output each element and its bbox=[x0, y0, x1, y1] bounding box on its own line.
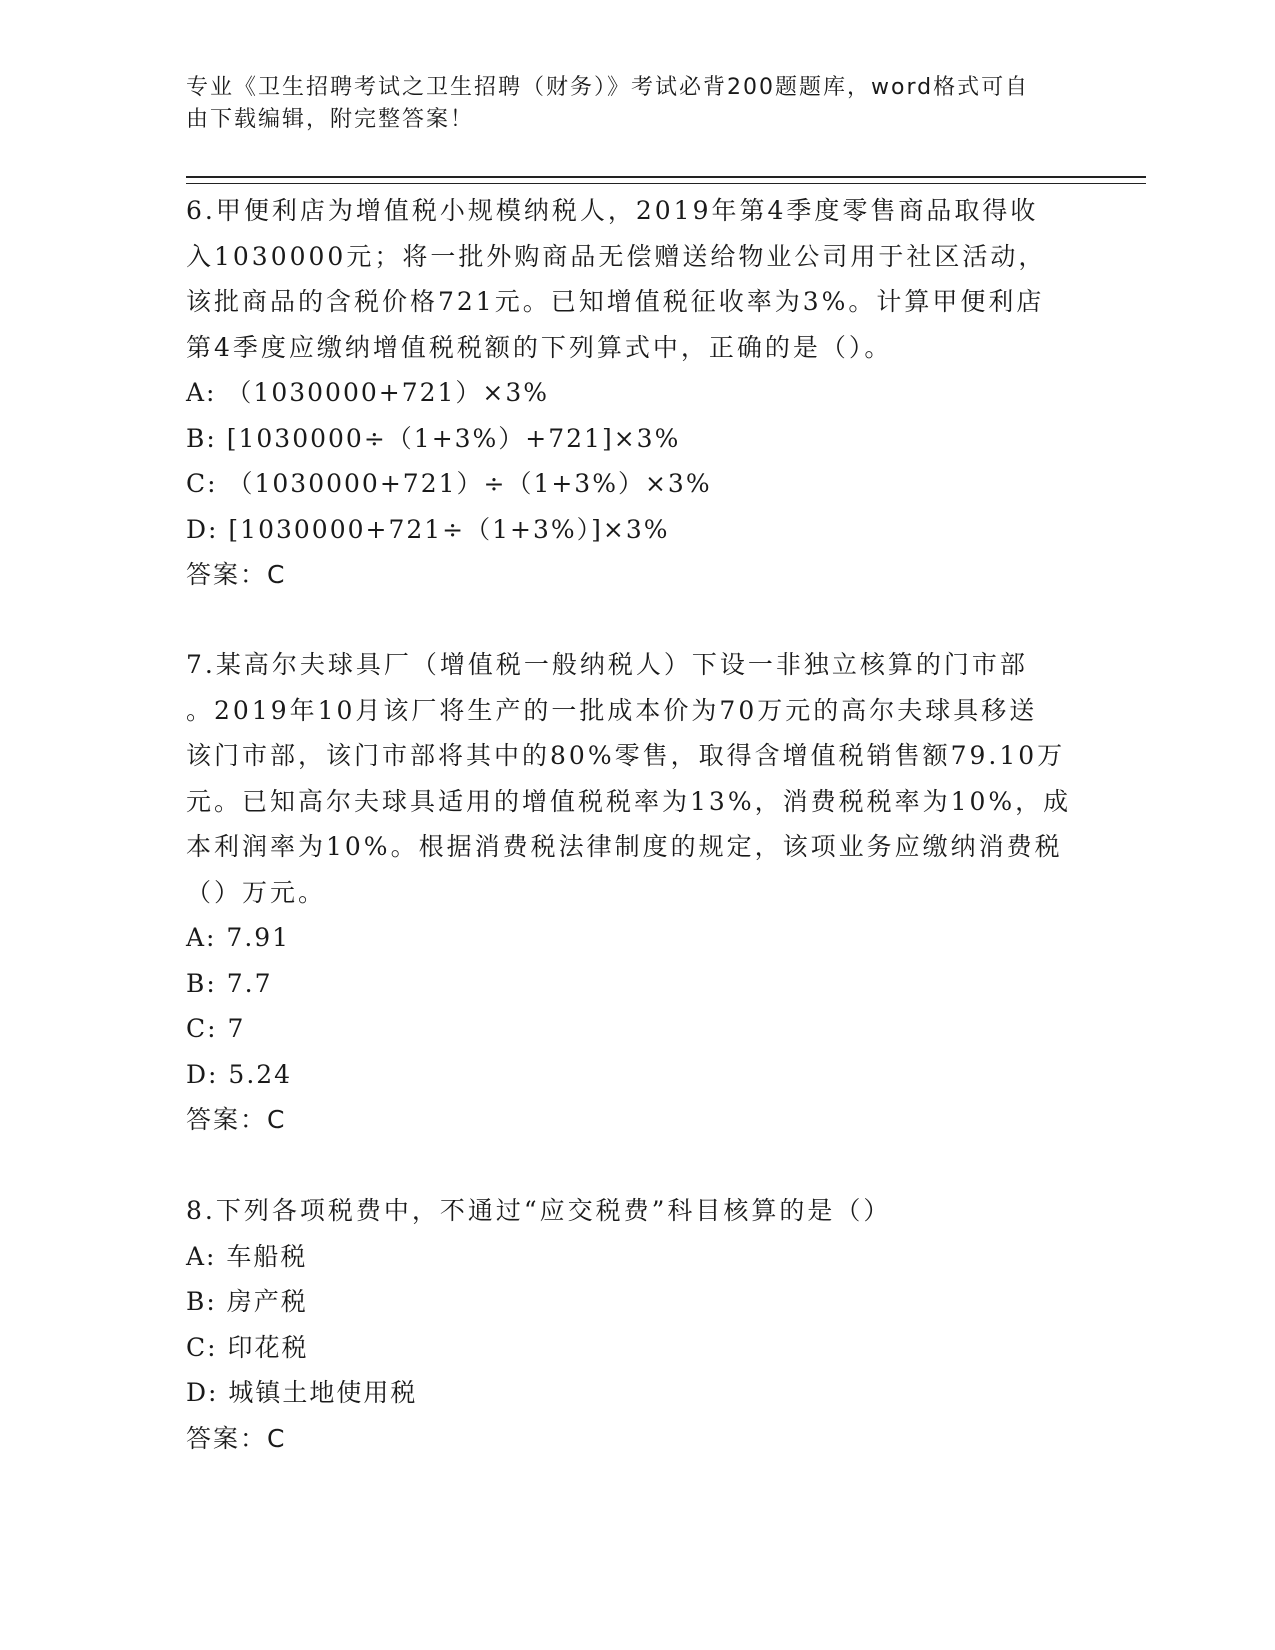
question-stem-line: 元。已知高尔夫球具适用的增值税税率为13%，消费税税率为10%，成 bbox=[186, 786, 1072, 816]
option-c: C: （1030000+721）÷（1+3%）×3% bbox=[186, 469, 712, 498]
option-b: B: 房产税 bbox=[186, 1287, 308, 1316]
option-d: D: [1030000+721÷（1+3%）]×3% bbox=[186, 514, 670, 544]
option-d: D: 城镇土地使用税 bbox=[186, 1378, 418, 1407]
question-stem-line: 该批商品的含税价格721元。已知增值税征收率为3%。计算甲便利店 bbox=[186, 287, 1045, 316]
question-6 bbox=[186, 188, 1086, 598]
header-divider-thick bbox=[186, 176, 1146, 178]
question-stem-line: 6.甲便利店为增值税小规模纳税人，2019年第4季度零售商品取得收 bbox=[186, 196, 1039, 225]
question-stem-line: 8.下列各项税费中，不通过“应交税费”科目核算的是（） bbox=[186, 1196, 892, 1225]
option-d: D: 5.24 bbox=[186, 1059, 293, 1089]
option-c: C: 印花税 bbox=[186, 1332, 309, 1362]
answer: 答案：C bbox=[186, 560, 287, 589]
option-a: A: （1030000+721）×3% bbox=[186, 378, 550, 407]
option-b: B: [1030000÷（1+3%）+721]×3% bbox=[186, 423, 681, 453]
question-stem-line: 。2019年10月该厂将生产的一批成本价为70万元的高尔夫球具移送 bbox=[186, 695, 1038, 725]
header-line-1: 专业《卫生招聘考试之卫生招聘（财务）》考试必背200题题库，word格式可自 bbox=[186, 75, 1030, 100]
question-stem-line: 该门市部，该门市部将其中的80%零售，取得含增值税销售额79.10万 bbox=[186, 741, 1066, 770]
answer: 答案：C bbox=[186, 1423, 287, 1453]
question-stem-line: 第4季度应缴纳增值税税额的下列算式中，正确的是（）。 bbox=[186, 332, 893, 362]
option-a: A: 7.91 bbox=[186, 923, 291, 952]
header-line-2: 由下载编辑，附完整答案！ bbox=[186, 107, 475, 132]
option-c: C: 7 bbox=[186, 1014, 246, 1043]
question-7 bbox=[186, 642, 1086, 1143]
question-stem-line: 入1030000元；将一批外购商品无偿赠送给物业公司用于社区活动， bbox=[186, 241, 1047, 271]
header-divider-thin bbox=[186, 183, 1146, 184]
document-header bbox=[186, 72, 1066, 136]
option-b: B: 7.7 bbox=[186, 968, 273, 998]
answer: 答案：C bbox=[186, 1105, 287, 1134]
question-8 bbox=[186, 1188, 1086, 1461]
question-stem-line: 7.某高尔夫球具厂（增值税一般纳税人）下设一非独立核算的门市部 bbox=[186, 650, 1028, 679]
option-a: A: 车船税 bbox=[186, 1241, 308, 1271]
question-stem-line: （）万元。 bbox=[186, 877, 327, 907]
question-stem-line: 本利润率为10%。根据消费税法律制度的规定，该项业务应缴纳消费税 bbox=[186, 832, 1063, 861]
